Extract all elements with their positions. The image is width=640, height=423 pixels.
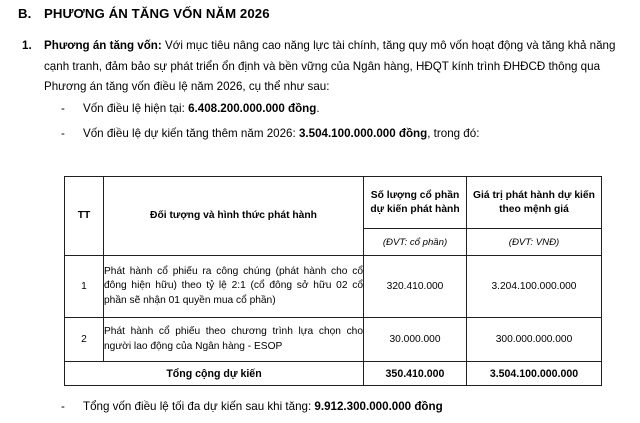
bullet-max-total-capital-label: Tổng vốn điều lệ tối đa dự kiến sau khi tăng: — [83, 400, 315, 413]
table-header-value: Giá trị phát hành dự kiến theo mệnh giá — [467, 177, 602, 229]
table-row — [65, 256, 602, 318]
table-header-description: Đối tượng và hình thức phát hành — [104, 177, 364, 256]
item-marker: 1. — [22, 39, 32, 52]
bullet-current-capital-value: 6.408.200.000.000 đồng — [188, 102, 317, 115]
table-header-quantity: Số lượng cổ phần dự kiến phát hành — [364, 177, 467, 229]
table-unit-value: (ĐVT: VNĐ) — [467, 229, 602, 256]
row-1-tt: 1 — [65, 256, 104, 318]
bullet-current-capital-suffix: . — [316, 102, 320, 115]
row-2-quantity: 30.000.000 — [364, 318, 467, 362]
item-body-text: Với mục tiêu nâng cao năng lực tài chính, tăng quy mô vốn hoạt động và tăng khả năng cạnh tranh, đảm bảo sự phát triển ổn định và bền vững của Ngân hàng, HĐQT kính trình ĐHĐCĐ thông qua Phương án tăng vốn điều lệ năm 2026, cụ thể như sau: — [44, 39, 616, 93]
row-1-description: Phát hành cổ phiếu ra công chúng (phát hành cho cổ đông hiện hữu) theo tỷ lệ 2:1 (cổ đông sở hữu 02 cổ phần sẽ nhận 01 quyền mua cổ phần) — [104, 256, 364, 318]
section-heading — [18, 6, 618, 21]
item-paragraph — [44, 36, 630, 98]
item-lead-label: Phương án tăng vốn: — [44, 39, 162, 52]
bullet-planned-increase-text — [83, 126, 621, 142]
bullet-planned-increase-label: Vốn điều lệ dự kiến tăng thêm năm 2026: — [83, 127, 299, 140]
bullet-planned-increase-suffix: , trong đó: — [427, 127, 480, 140]
row-1-value: 3.204.100.000.000 — [467, 256, 602, 318]
row-2-tt: 2 — [65, 318, 104, 362]
table-header-row — [65, 177, 602, 229]
total-value: 3.504.100.000.000 — [467, 362, 602, 386]
bullet-planned-increase-value: 3.504.100.000.000 đồng — [298, 127, 428, 140]
table-row — [65, 318, 602, 362]
total-quantity: 350.410.000 — [364, 362, 467, 386]
table-total-row — [65, 362, 602, 386]
bullet-max-total-capital-value: 9.912.300.000.000 đồng — [314, 400, 443, 413]
dash-bullet-icon: - — [61, 400, 65, 413]
bullet-max-total-capital — [61, 399, 621, 415]
table-unit-quantity: (ĐVT: cổ phần) — [364, 229, 467, 256]
bullet-max-total-capital-text — [83, 399, 621, 415]
capital-increase-table — [64, 176, 602, 386]
section-marker: B. — [18, 6, 32, 21]
row-2-description: Phát hành cổ phiếu theo chương trình lựa chọn cho người lao động của Ngân hàng - ESOP — [104, 318, 364, 362]
numbered-item-1 — [22, 36, 630, 98]
bullet-planned-increase — [61, 126, 621, 142]
dash-bullet-icon: - — [61, 127, 65, 140]
bullet-current-capital-label: Vốn điều lệ hiện tại: — [83, 102, 189, 115]
table-header-tt: TT — [65, 177, 104, 256]
bullet-current-capital-text — [83, 101, 621, 117]
row-1-quantity: 320.410.000 — [364, 256, 467, 318]
row-2-value: 300.000.000.000 — [467, 318, 602, 362]
bullet-current-capital — [61, 101, 621, 117]
dash-bullet-icon: - — [61, 102, 65, 115]
section-title: PHƯƠNG ÁN TĂNG VỐN NĂM 2026 — [44, 6, 270, 21]
total-label: Tổng cộng dự kiến — [65, 362, 364, 386]
